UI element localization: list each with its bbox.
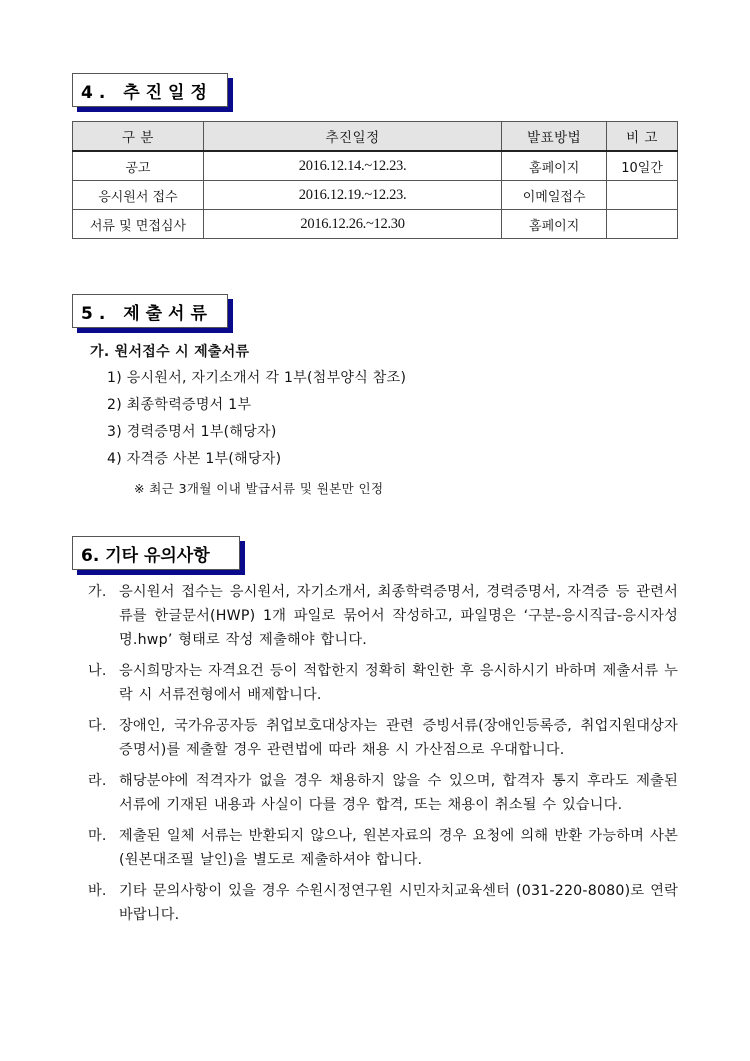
cell-category: 응시원서 접수 <box>73 181 204 210</box>
list-item <box>88 824 678 872</box>
list-item: 3) 경력증명서 1부(해당자) <box>107 424 277 440</box>
list-item <box>88 714 678 762</box>
col-header-method: 발표방법 <box>502 122 607 152</box>
item-text: 응시원서 접수는 응시원서, 자기소개서, 최종학력증명서, 경력증명서, 자격증 등 관련서류를 한글문서(HWP) 1개 파일로 묶어서 작성하고, 파일명은 ‘구분-응시직급-응시자성명.hwp’ 형태로 작성 제출해야 합니다. <box>119 584 678 648</box>
list-item <box>88 580 678 652</box>
item-marker: 바. <box>88 883 107 899</box>
list-item <box>88 879 678 927</box>
cell-category: 서류 및 면접심사 <box>73 210 204 239</box>
item-marker: 가. <box>88 584 107 600</box>
notices-list <box>88 580 678 934</box>
cell-note: 10일간 <box>607 151 678 181</box>
list-item: 4) 자격증 사본 1부(해당자) <box>107 451 282 467</box>
table-row <box>73 210 678 239</box>
section-6-title: 6. 기타 유의사항 <box>81 545 210 566</box>
cell-note <box>607 210 678 239</box>
list-item <box>88 769 678 817</box>
item-marker: 라. <box>88 773 107 789</box>
cell-schedule: 2016.12.19.~12.23. <box>203 181 501 210</box>
item-marker: 마. <box>88 828 107 844</box>
section-5-title: 5. 제출서류 <box>81 303 213 324</box>
section-4-heading <box>72 73 228 107</box>
cell-method: 홈페이지 <box>502 210 607 239</box>
table-header-row <box>73 122 678 152</box>
cell-schedule: 2016.12.26.~12.30 <box>203 210 501 239</box>
required-documents-list <box>107 367 406 475</box>
cell-method: 이메일접수 <box>502 181 607 210</box>
item-text: 장애인, 국가유공자등 취업보호대상자는 관련 증빙서류(장애인등록증, 취업지원대상자 증명서)를 제출할 경우 관련법에 따라 채용 시 가산점으로 우대합니다. <box>119 718 678 758</box>
documents-note: ※ 최근 3개월 이내 발급서류 및 원본만 인정 <box>134 481 384 496</box>
list-item: 1) 응시원서, 자기소개서 각 1부(첨부양식 참조) <box>107 370 407 386</box>
item-text: 기타 문의사항이 있을 경우 수원시정연구원 시민자치교육센터 (031-220-8080)로 연락 바랍니다. <box>119 883 678 923</box>
cell-schedule: 2016.12.14.~12.23. <box>203 151 501 181</box>
list-item: 2) 최종학력증명서 1부 <box>107 397 252 413</box>
item-text: 제출된 일체 서류는 반환되지 않으나, 원본자료의 경우 요청에 의해 반환 가능하며 사본(원본대조필 날인)을 별도로 제출하셔야 합니다. <box>119 828 678 868</box>
item-marker: 나. <box>88 663 107 679</box>
list-item <box>88 659 678 707</box>
schedule-table <box>72 121 678 239</box>
col-header-category: 구 분 <box>73 122 204 152</box>
section-5-subheading: 가. 원서접수 시 제출서류 <box>90 344 250 360</box>
section-6-heading <box>72 536 240 570</box>
cell-method: 홈페이지 <box>502 151 607 181</box>
table-row <box>73 151 678 181</box>
item-text: 응시희망자는 자격요건 등이 적합한지 정확히 확인한 후 응시하시기 바하며 제출서류 누락 시 서류전형에서 배제합니다. <box>119 663 678 703</box>
section-4-title: 4. 추진일정 <box>81 82 213 103</box>
item-marker: 다. <box>88 718 107 734</box>
cell-note <box>607 181 678 210</box>
table-row <box>73 181 678 210</box>
section-5-heading <box>72 294 228 328</box>
col-header-schedule: 추진일정 <box>203 122 501 152</box>
item-text: 해당분야에 적격자가 없을 경우 채용하지 않을 수 있으며, 합격자 통지 후라도 제출된 서류에 기재된 내용과 사실이 다를 경우 합격, 또는 채용이 취소될 수 있습니다. <box>119 773 678 813</box>
cell-category: 공고 <box>73 151 204 181</box>
col-header-note: 비 고 <box>607 122 678 152</box>
